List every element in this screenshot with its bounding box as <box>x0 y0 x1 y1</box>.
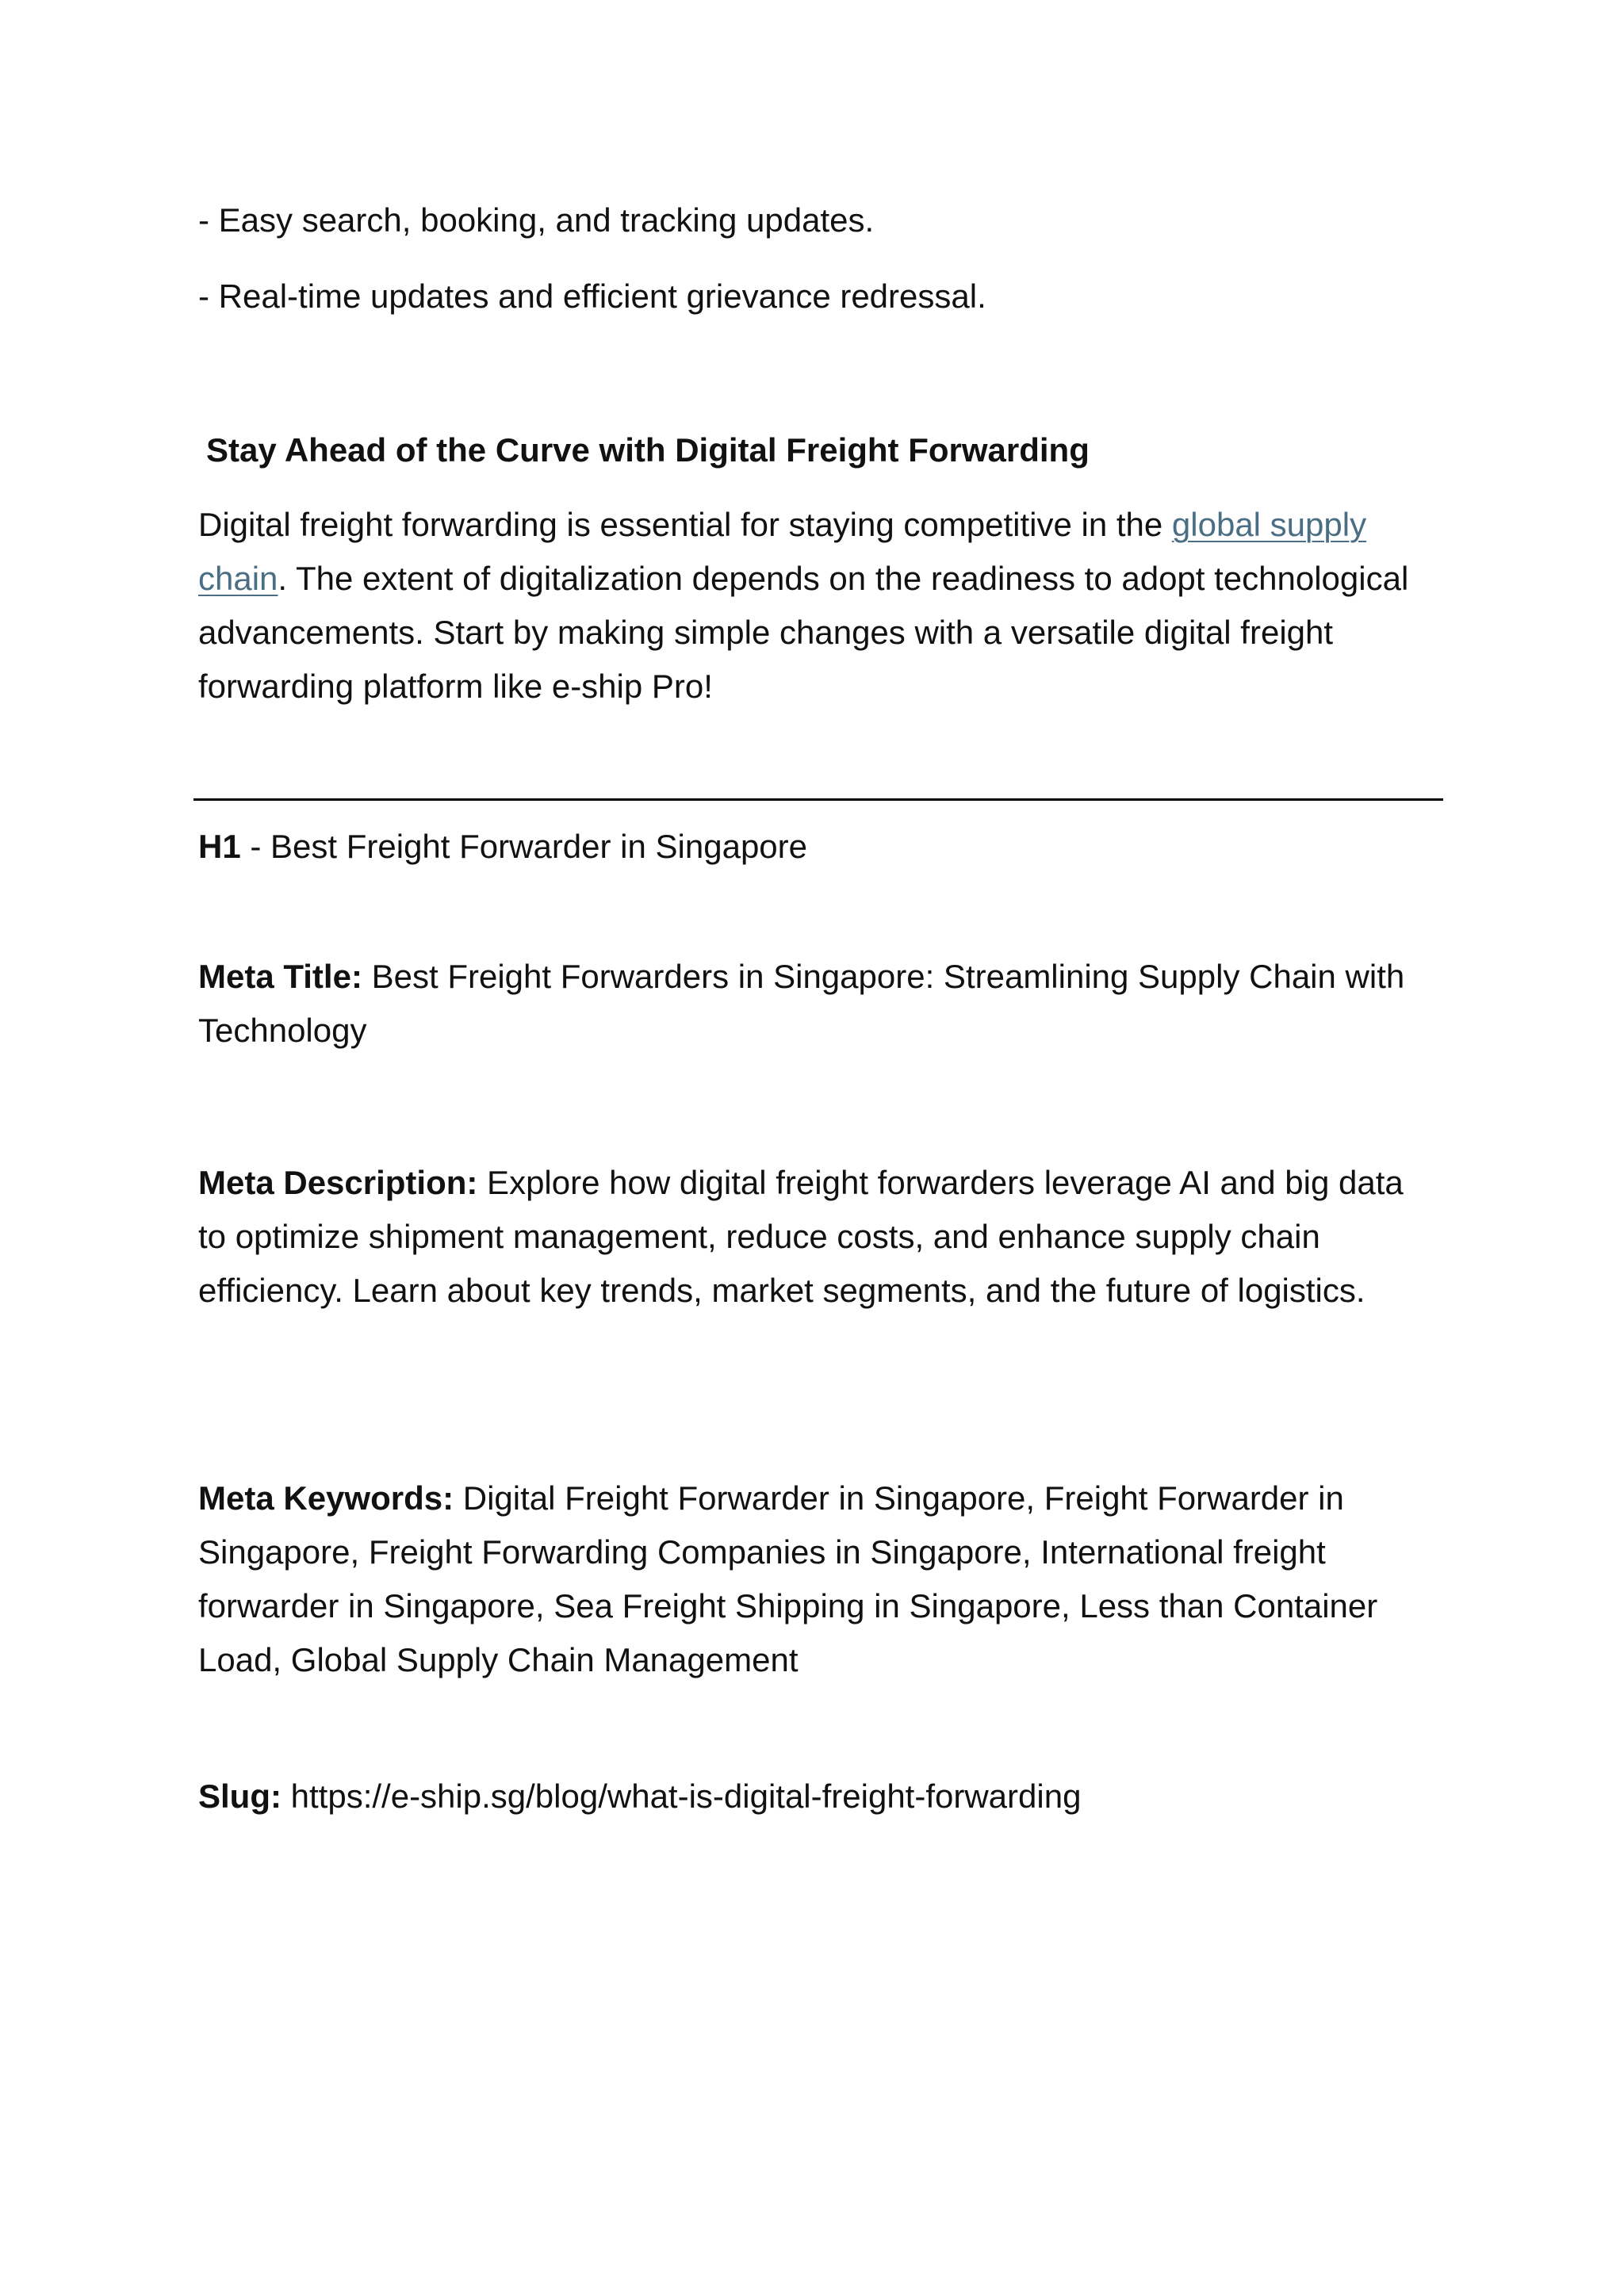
meta-title-value: Best Freight Forwarders in Singapore: Streamlining Supply Chain with Technology <box>198 958 1405 1049</box>
meta-description-value: Explore how digital freight forwarders leverage AI and big data to optimize shipment management, reduce costs, and enhance supply chain efficiency. Learn about key trends, market segments, and the future of logistics. <box>198 1164 1404 1309</box>
bullet-easy-search: - Easy search, booking, and tracking updates. <box>198 201 875 239</box>
h1-label: H1 <box>198 828 241 865</box>
bullet-real-time-updates: - Real-time updates and efficient grievance redressal. <box>198 277 986 315</box>
meta-title-label: Meta Title: <box>198 958 362 995</box>
section-paragraph <box>198 498 1435 714</box>
meta-description-label: Meta Description: <box>198 1164 478 1201</box>
seo-h1 <box>198 820 1435 874</box>
meta-keywords-label: Meta Keywords: <box>198 1479 454 1517</box>
slug-label: Slug: <box>198 1777 282 1815</box>
seo-meta-keywords <box>198 1471 1435 1687</box>
slug-value: https://e-ship.sg/blog/what-is-digital-freight-forwarding <box>281 1777 1082 1815</box>
section-heading: Stay Ahead of the Curve with Digital Freight Forwarding <box>206 431 1090 469</box>
paragraph-text-after-link: . The extent of digitalization depends on the readiness to adopt technological advancements. Start by making simple changes with a versatile digital freight forwarding platform like e-ship Pro! <box>198 560 1409 705</box>
seo-meta-title <box>198 950 1435 1058</box>
seo-slug <box>198 1770 1435 1823</box>
paragraph-text-before-link: Digital freight forwarding is essential for staying competitive in the <box>198 506 1172 543</box>
seo-meta-description <box>198 1156 1435 1318</box>
global-supply-chain-link[interactable]: global supply chain <box>198 506 1367 597</box>
horizontal-divider <box>193 798 1443 801</box>
h1-value: - Best Freight Forwarder in Singapore <box>240 828 808 865</box>
meta-keywords-value: Digital Freight Forwarder in Singapore, Freight Forwarder in Singapore, Freight Forwarding Companies in Singapore, International freight forwarder in Singapore, Sea Freight Shipping in Singapore, Less than Container Load, Global Supply Chain Management <box>198 1479 1378 1678</box>
